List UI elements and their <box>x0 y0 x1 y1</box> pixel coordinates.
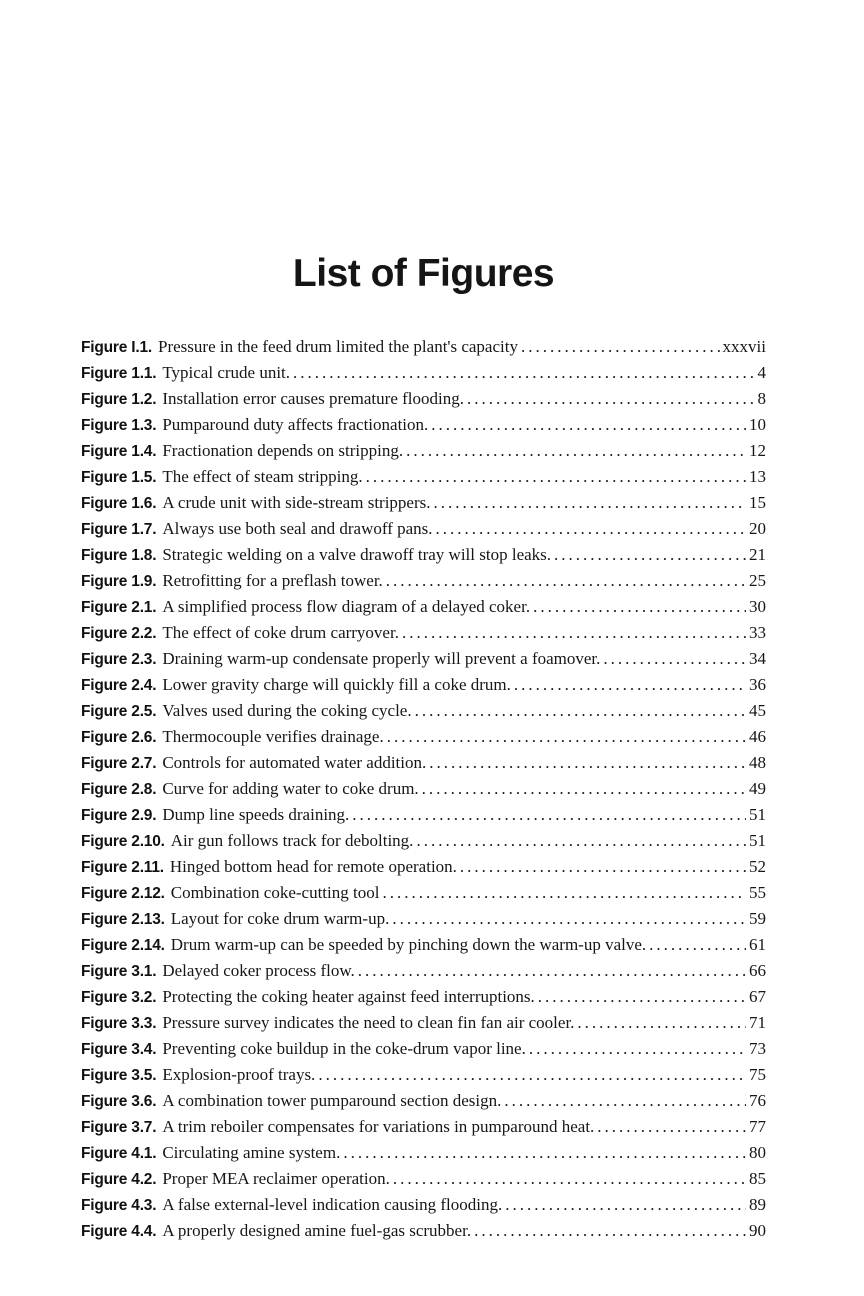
dot-leader <box>415 698 746 723</box>
dot-leader <box>505 1192 746 1217</box>
list-item <box>81 724 766 750</box>
list-item <box>81 1036 766 1062</box>
page-number: 4 <box>757 363 766 382</box>
page-number: 8 <box>757 389 766 408</box>
figure-label: Figure 3.7. <box>81 1119 157 1136</box>
dot-leader <box>514 672 746 697</box>
page-number: 71 <box>749 1013 766 1032</box>
page-number: 51 <box>749 805 766 824</box>
dot-leader <box>366 464 746 489</box>
dot-leader <box>533 594 746 619</box>
dot-leader <box>382 880 746 905</box>
figure-caption: A simplified process flow diagram of a delayed coker. <box>162 597 531 616</box>
figure-caption: Pumparound duty affects fractionation. <box>162 415 429 434</box>
list-item <box>81 568 766 594</box>
figure-caption: Valves used during the coking cycle. <box>162 701 412 720</box>
figure-list <box>81 334 766 1244</box>
figure-label: Figure 2.12. <box>81 885 165 902</box>
figure-label: Figure 4.1. <box>81 1145 157 1162</box>
figure-caption: The effect of steam stripping. <box>162 467 363 486</box>
list-item <box>81 386 766 412</box>
dot-leader <box>597 1114 746 1139</box>
dot-leader <box>343 1140 746 1165</box>
figure-caption: Drum warm-up can be speeded by pinching down the warm-up valve. <box>170 935 647 954</box>
page-number: 30 <box>749 597 766 616</box>
figure-caption: Always use both seal and drawoff pans. <box>162 519 433 538</box>
list-item <box>81 776 766 802</box>
dot-leader <box>577 1010 746 1035</box>
figure-caption: Retrofitting for a preflash tower. <box>162 571 383 590</box>
page-number: 67 <box>749 987 766 1006</box>
dot-leader <box>504 1088 746 1113</box>
list-item <box>81 802 766 828</box>
figure-caption: Curve for adding water to coke drum. <box>162 779 419 798</box>
list-item <box>81 958 766 984</box>
list-item <box>81 490 766 516</box>
figure-caption: Hinged bottom head for remote operation. <box>169 857 457 876</box>
figure-label: Figure 2.8. <box>81 781 157 798</box>
figure-label: Figure I.1. <box>81 339 153 356</box>
dot-leader <box>318 1062 746 1087</box>
dot-leader <box>406 438 746 463</box>
page-number: 15 <box>749 493 766 512</box>
list-item <box>81 984 766 1010</box>
list-item <box>81 854 766 880</box>
figure-label: Figure 3.1. <box>81 963 157 980</box>
dot-leader <box>386 568 746 593</box>
list-item <box>81 672 766 698</box>
list-item <box>81 542 766 568</box>
list-item <box>81 516 766 542</box>
page-number: 85 <box>749 1169 766 1188</box>
figure-caption: Controls for automated water addition. <box>162 753 427 772</box>
page-number: 20 <box>749 519 766 538</box>
page-number: 66 <box>749 961 766 980</box>
figure-label: Figure 3.3. <box>81 1015 157 1032</box>
dot-leader <box>521 334 720 359</box>
figure-label: Figure 3.5. <box>81 1067 157 1084</box>
figure-label: Figure 2.4. <box>81 677 157 694</box>
list-item <box>81 880 766 906</box>
figure-label: Figure 4.2. <box>81 1171 157 1188</box>
list-item <box>81 906 766 932</box>
page-number: 77 <box>749 1117 766 1136</box>
figure-label: Figure 1.7. <box>81 521 157 538</box>
figure-label: Figure 3.4. <box>81 1041 157 1058</box>
list-item <box>81 1114 766 1140</box>
figure-caption: A properly designed amine fuel-gas scrubber. <box>162 1221 472 1240</box>
list-item <box>81 464 766 490</box>
page-number: 51 <box>749 831 766 850</box>
dot-leader <box>431 412 746 437</box>
list-item <box>81 594 766 620</box>
dot-leader <box>402 620 746 645</box>
figure-label: Figure 2.2. <box>81 625 157 642</box>
list-item <box>81 412 766 438</box>
figure-label: Figure 2.9. <box>81 807 157 824</box>
page-number: 21 <box>749 545 766 564</box>
figure-label: Figure 1.1. <box>81 365 157 382</box>
figure-label: Figure 2.7. <box>81 755 157 772</box>
page-number: 12 <box>749 441 766 460</box>
list-item <box>81 1140 766 1166</box>
figure-label: Figure 3.2. <box>81 989 157 1006</box>
figure-label: Figure 2.10. <box>81 833 165 850</box>
page-number: 34 <box>749 649 766 668</box>
figure-caption: Combination coke-cutting tool <box>170 883 380 902</box>
figure-caption: Fractionation depends on stripping. <box>162 441 404 460</box>
dot-leader <box>416 828 746 853</box>
list-item <box>81 646 766 672</box>
figure-caption: Strategic welding on a valve drawoff tray will stop leaks. <box>162 545 552 564</box>
figure-label: Figure 4.4. <box>81 1223 157 1240</box>
list-item <box>81 1062 766 1088</box>
figure-caption: Typical crude unit. <box>162 363 291 382</box>
list-item <box>81 1010 766 1036</box>
figure-caption: A combination tower pumparound section design. <box>162 1091 502 1110</box>
dot-leader <box>554 542 746 567</box>
page-title: List of Figures <box>292 252 555 295</box>
page-number: 33 <box>749 623 766 642</box>
list-item <box>81 932 766 958</box>
figure-caption: Preventing coke buildup in the coke-drum vapor line. <box>162 1039 526 1058</box>
dot-leader <box>393 1166 746 1191</box>
figure-caption: A trim reboiler compensates for variations in pumparound heat. <box>162 1117 595 1136</box>
dot-leader <box>434 490 747 515</box>
figure-label: Figure 1.4. <box>81 443 157 460</box>
list-item <box>81 1166 766 1192</box>
dot-leader <box>460 854 746 879</box>
figure-caption: Draining warm-up condensate properly will prevent a foamover. <box>162 649 601 668</box>
figure-label: Figure 2.3. <box>81 651 157 668</box>
page-number: 89 <box>749 1195 766 1214</box>
figure-caption: A false external-level indication causing flooding. <box>162 1195 503 1214</box>
figure-caption: A crude unit with side-stream strippers. <box>162 493 431 512</box>
figure-label: Figure 2.1. <box>81 599 157 616</box>
page-number: 76 <box>749 1091 766 1110</box>
page-number: 52 <box>749 857 766 876</box>
figure-caption: Circulating amine system. <box>162 1143 341 1162</box>
dot-leader <box>293 360 754 385</box>
page-number: 13 <box>749 467 766 486</box>
list-item <box>81 1088 766 1114</box>
dot-leader <box>474 1218 746 1243</box>
page-number: 90 <box>749 1221 766 1240</box>
page-number: 49 <box>749 779 766 798</box>
page-number: 61 <box>749 935 766 954</box>
figure-label: Figure 1.8. <box>81 547 157 564</box>
figure-label: Figure 1.6. <box>81 495 157 512</box>
figure-caption: Dump line speeds draining. <box>162 805 350 824</box>
list-item <box>81 438 766 464</box>
dot-leader <box>603 646 746 671</box>
dot-leader <box>422 776 746 801</box>
figure-caption: Explosion-proof trays. <box>162 1065 316 1084</box>
figure-caption: Delayed coker process flow. <box>162 961 355 980</box>
page-number: 10 <box>749 415 766 434</box>
page-number: 25 <box>749 571 766 590</box>
page-number: 36 <box>749 675 766 694</box>
figure-caption: Proper MEA reclaimer operation. <box>162 1169 390 1188</box>
list-item <box>81 1192 766 1218</box>
list-item <box>81 620 766 646</box>
figure-label: Figure 2.11. <box>81 859 164 876</box>
figure-label: Figure 1.5. <box>81 469 157 486</box>
list-item <box>81 1218 766 1244</box>
figure-caption: Thermocouple verifies drainage. <box>162 727 384 746</box>
figure-caption: Pressure in the feed drum limited the plant's capacity <box>158 337 518 356</box>
figure-caption: Pressure survey indicates the need to clean fin fan air cooler. <box>162 1013 575 1032</box>
dot-leader <box>467 386 755 411</box>
figure-label: Figure 4.3. <box>81 1197 157 1214</box>
dot-leader <box>649 932 746 957</box>
list-item <box>81 360 766 386</box>
page-number: 75 <box>749 1065 766 1084</box>
figure-caption: Lower gravity charge will quickly fill a coke drum. <box>162 675 511 694</box>
figure-label: Figure 2.6. <box>81 729 157 746</box>
dot-leader <box>387 724 746 749</box>
figure-caption: Layout for coke drum warm-up. <box>170 909 390 928</box>
page-number: 48 <box>749 753 766 772</box>
figure-caption: Installation error causes premature flooding. <box>162 389 464 408</box>
page-number: 55 <box>749 883 766 902</box>
dot-leader <box>358 958 746 983</box>
page-number: 59 <box>749 909 766 928</box>
figure-caption: Air gun follows track for debolting. <box>170 831 414 850</box>
page-number: 80 <box>749 1143 766 1162</box>
figure-label: Figure 3.6. <box>81 1093 157 1110</box>
list-item <box>81 828 766 854</box>
figure-label: Figure 2.5. <box>81 703 157 720</box>
dot-leader <box>429 750 746 775</box>
list-item <box>81 334 766 360</box>
page-number: xxxvii <box>722 337 766 356</box>
page-number: 45 <box>749 701 766 720</box>
dot-leader <box>352 802 746 827</box>
list-item <box>81 698 766 724</box>
figure-caption: Protecting the coking heater against feed interruptions. <box>162 987 535 1006</box>
dot-leader <box>529 1036 746 1061</box>
dot-leader <box>538 984 746 1009</box>
list-item <box>81 750 766 776</box>
page-number: 73 <box>749 1039 766 1058</box>
figure-label: Figure 1.2. <box>81 391 157 408</box>
figure-label: Figure 1.9. <box>81 573 157 590</box>
figure-label: Figure 2.13. <box>81 911 165 928</box>
dot-leader <box>392 906 746 931</box>
figure-label: Figure 1.3. <box>81 417 157 434</box>
dot-leader <box>436 516 746 541</box>
page-number: 46 <box>749 727 766 746</box>
figure-label: Figure 2.14. <box>81 937 165 954</box>
figure-caption: The effect of coke drum carryover. <box>162 623 399 642</box>
